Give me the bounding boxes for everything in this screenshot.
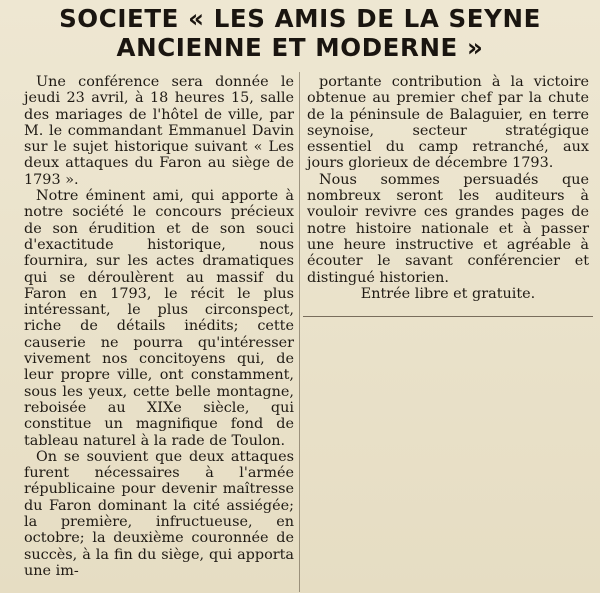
paragraph-announcement: Une conférence sera donnée le jeudi 23 avril, à 18 heures 15, salle des mariages de l'hôtel de ville, par M. le commandant Emmanuel Davin sur le sujet historique suivant « Les deux attaques du Faron au siège de 1793 ». — [24, 74, 294, 188]
headline — [0, 4, 600, 62]
left-column — [24, 74, 294, 579]
paragraph-history: On se souvient que deux attaques furent nécessaires à l'armée républicaine pour devenir maîtresse du Faron dominant la cité assiégée; la première, infructueuse, en octobre; la deuxième couronnée de succès, à la fin du siège, qui apporta une im- — [24, 448, 294, 579]
paragraph-continuation: portante contribution à la victoire obtenue au premier chef par la chute de la péninsule de Balaguier, en terre seynoise, secteur stratégique essentiel du camp retranché, aux jours glorieux de décembre 1793. — [307, 74, 589, 172]
column-divider — [299, 72, 300, 592]
paragraph-speaker: Notre éminent ami, qui apporte à notre société le concours précieux de son érudition et de son souci d'exactitude historique, nous fournira, sur les actes dramatiques qui se déroulèrent au massif du Faron en 1793, le récit le plus intéressant, le plus circonspect, riche de détails inédits; cette causerie ne pourra qu'intéresser vivement nos concitoyens qui, de leur propre ville, ont constamment, sous les yeux, cette belle montagne, reboisée au XIXe siècle, qui constitue un magnifique fond de tableau naturel à la rade de Toulon. — [24, 188, 294, 449]
end-rule — [303, 316, 593, 317]
headline-line-2: ANCIENNE ET MODERNE » — [116, 33, 484, 62]
paragraph-invitation: Nous sommes persuadés que nombreux seront les auditeurs à vouloir revivre ces grandes pages de notre histoire nationale et à passer une heure instructive et agréable à écouter le savant conférencier et distingué historien. — [307, 171, 589, 286]
headline-line-1: SOCIETE « LES AMIS DE LA SEYNE — [59, 4, 541, 33]
closing-line: Entrée libre et gratuite. — [360, 285, 536, 302]
right-column — [307, 74, 589, 302]
